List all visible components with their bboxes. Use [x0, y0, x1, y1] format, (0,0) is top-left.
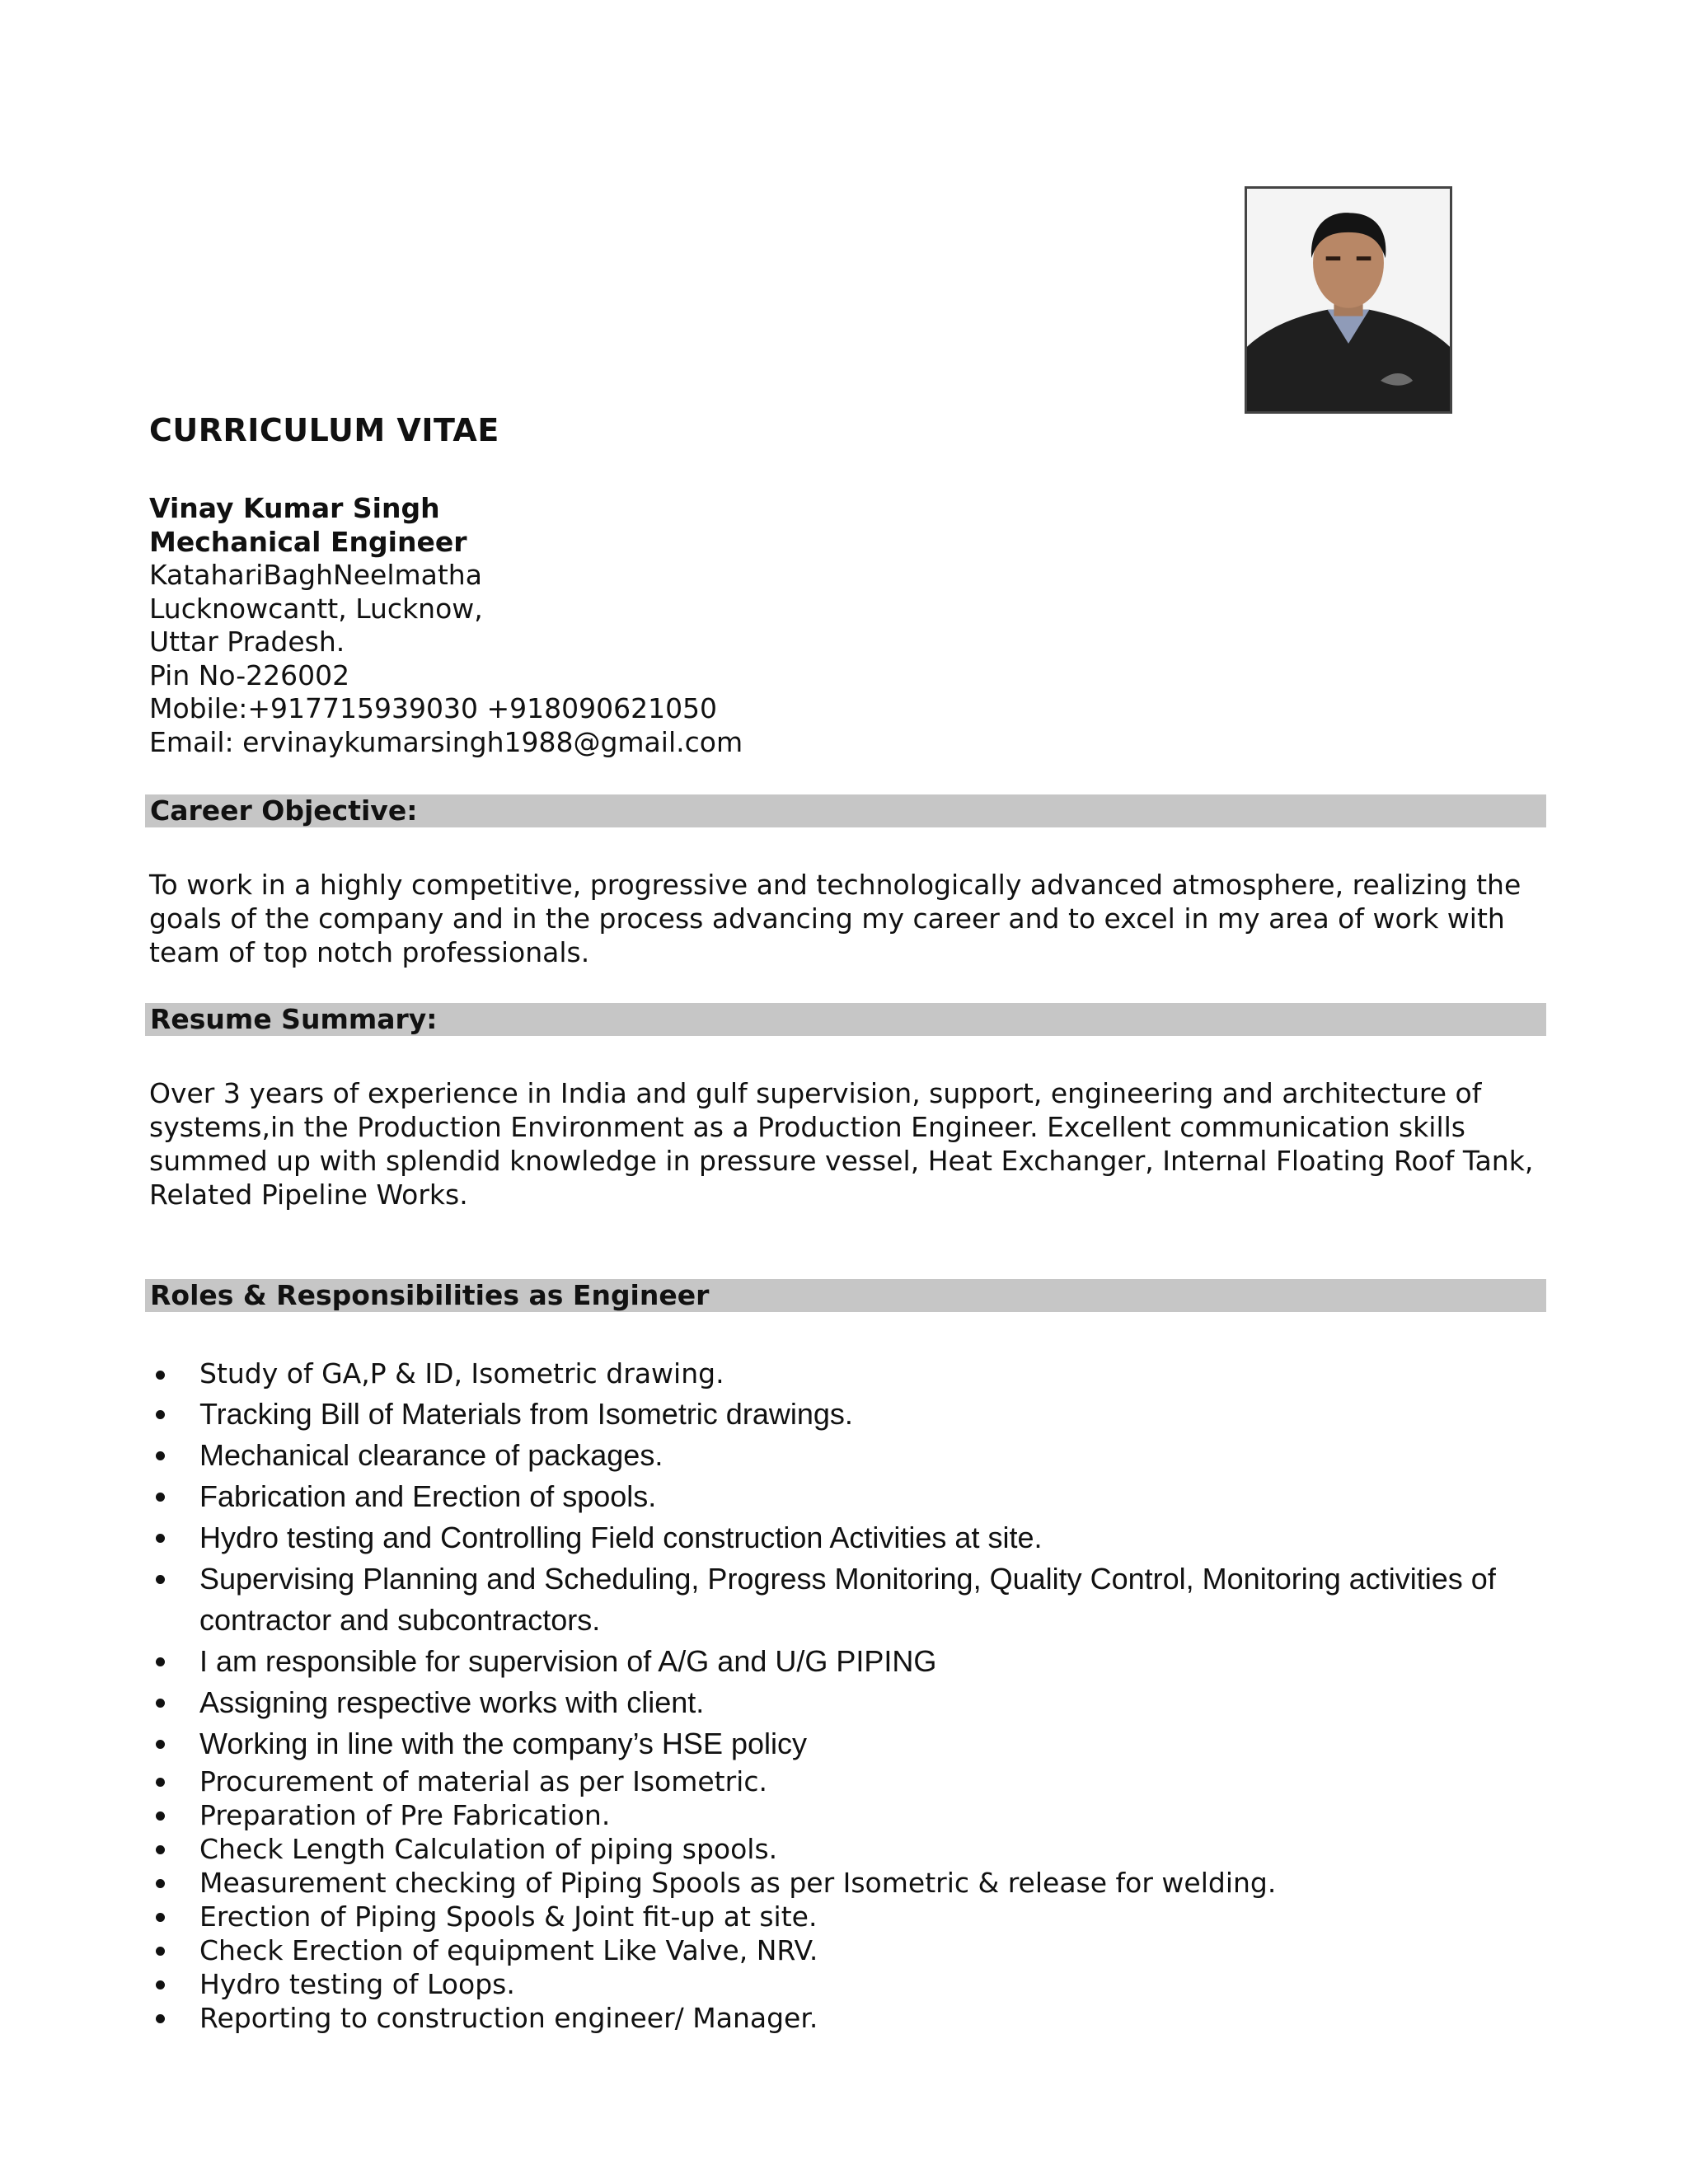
list-item [149, 1900, 1567, 1933]
bullet-icon [156, 1657, 165, 1666]
bullet-icon [156, 1534, 165, 1543]
bullet-icon [156, 2014, 165, 2023]
bullet-icon [156, 1811, 165, 1821]
list-item [149, 1765, 1567, 1798]
bullet-icon [156, 1575, 165, 1584]
bullet-icon [156, 1879, 165, 1888]
resume-summary-text: Over 3 years of experience in India and gulf supervision, support, engineering and architecture of systems,in the Production Environment as a Production Engineer. Excellent communication skills summed up with splendid knowledge in pressure vessel, Heat Exchanger, Internal Floating Roof Tank, Related Pipeline Works. [149, 1077, 1534, 1211]
list-item [149, 1476, 1567, 1517]
candidate-role: Mechanical Engineer [149, 525, 467, 558]
list-item [149, 1682, 1567, 1723]
list-item-text: Tracking Bill of Materials from Isometric drawings. [199, 1397, 853, 1431]
address-line-3: Uttar Pradesh. [149, 626, 345, 658]
list-item [149, 2001, 1567, 2035]
candidate-name: Vinay Kumar Singh [149, 492, 440, 524]
list-item [149, 1394, 1567, 1435]
list-item-text: Fabrication and Erection of spools. [199, 1479, 657, 1513]
list-item-text: Measurement checking of Piping Spools as per Isometric & release for welding. [199, 1867, 1277, 1899]
list-item-text: Assigning respective works with client. [199, 1685, 705, 1719]
address-line-1: KatahariBaghNeelmatha [149, 559, 482, 591]
list-item [149, 1517, 1567, 1558]
career-objective-heading: Career Objective: [145, 794, 1546, 827]
bullet-icon [156, 1410, 165, 1419]
bullet-icon [156, 1451, 165, 1460]
bullet-icon [156, 1740, 165, 1749]
bullet-icon [156, 1845, 165, 1854]
bullet-icon [156, 1778, 165, 1787]
list-item [149, 1866, 1567, 1900]
list-item-text: Mechanical clearance of packages. [199, 1438, 663, 1472]
email-address: Email: ervinaykumarsingh1988@gmail.com [149, 725, 743, 758]
bullet-icon [156, 1699, 165, 1708]
profile-photo [1245, 186, 1452, 414]
list-item-text: Preparation of Pre Fabrication. [199, 1799, 611, 1831]
list-item [149, 1832, 1567, 1866]
list-item [149, 1798, 1567, 1832]
list-item-text: Study of GA,P & ID, Isometric drawing. [199, 1357, 724, 1390]
bullet-icon [156, 1913, 165, 1922]
list-item [149, 1723, 1567, 1765]
list-item-text: Hydro testing of Loops. [199, 1968, 515, 2000]
list-item [149, 1354, 1567, 1394]
address-line-2: Lucknowcantt, Lucknow, [149, 592, 483, 625]
list-item [149, 1933, 1567, 1967]
list-item-text: Check Length Calculation of piping spools. [199, 1833, 778, 1865]
list-item [149, 1967, 1567, 2001]
list-item-text: Hydro testing and Controlling Field construction Activities at site. [199, 1521, 1043, 1554]
list-item [149, 1435, 1567, 1476]
list-item-text: Working in line with the company’s HSE policy [199, 1727, 807, 1760]
bullet-icon [156, 1371, 165, 1380]
list-item-text: Procurement of material as per Isometric. [199, 1765, 767, 1797]
pin-code: Pin No-226002 [149, 658, 350, 691]
person-portrait-icon [1247, 189, 1450, 411]
list-item-text: Check Erection of equipment Like Valve, NRV. [199, 1934, 818, 1966]
list-item [149, 1558, 1567, 1641]
career-objective-text: To work in a highly competitive, progressive and technologically advanced atmosphere, realizing the goals of the company and in the process advancing my career and to excel in my area of work with team of top notch professionals. [149, 869, 1522, 968]
bullet-icon [156, 1493, 165, 1502]
roles-heading: Roles & Responsibilities as Engineer [145, 1279, 1546, 1312]
mobile-numbers: Mobile:+917715939030 +918090621050 [149, 692, 718, 724]
list-item [149, 1641, 1567, 1682]
contact-block [149, 492, 743, 759]
resume-summary-heading: Resume Summary: [145, 1003, 1546, 1036]
list-item-text: Supervising Planning and Scheduling, Progress Monitoring, Quality Control, Monitoring activities of contractor and subcontractors. [199, 1562, 1496, 1637]
bullet-icon [156, 1980, 165, 1990]
bullet-icon [156, 1947, 165, 1956]
list-item-text: Reporting to construction engineer/ Manager. [199, 2002, 818, 2034]
list-item-text: I am responsible for supervision of A/G and U/G PIPING [199, 1644, 937, 1678]
page-title: CURRICULUM VITAE [149, 412, 499, 448]
list-item-text: Erection of Piping Spools & Joint fit-up at site. [199, 1900, 818, 1933]
roles-list [149, 1354, 1567, 2035]
